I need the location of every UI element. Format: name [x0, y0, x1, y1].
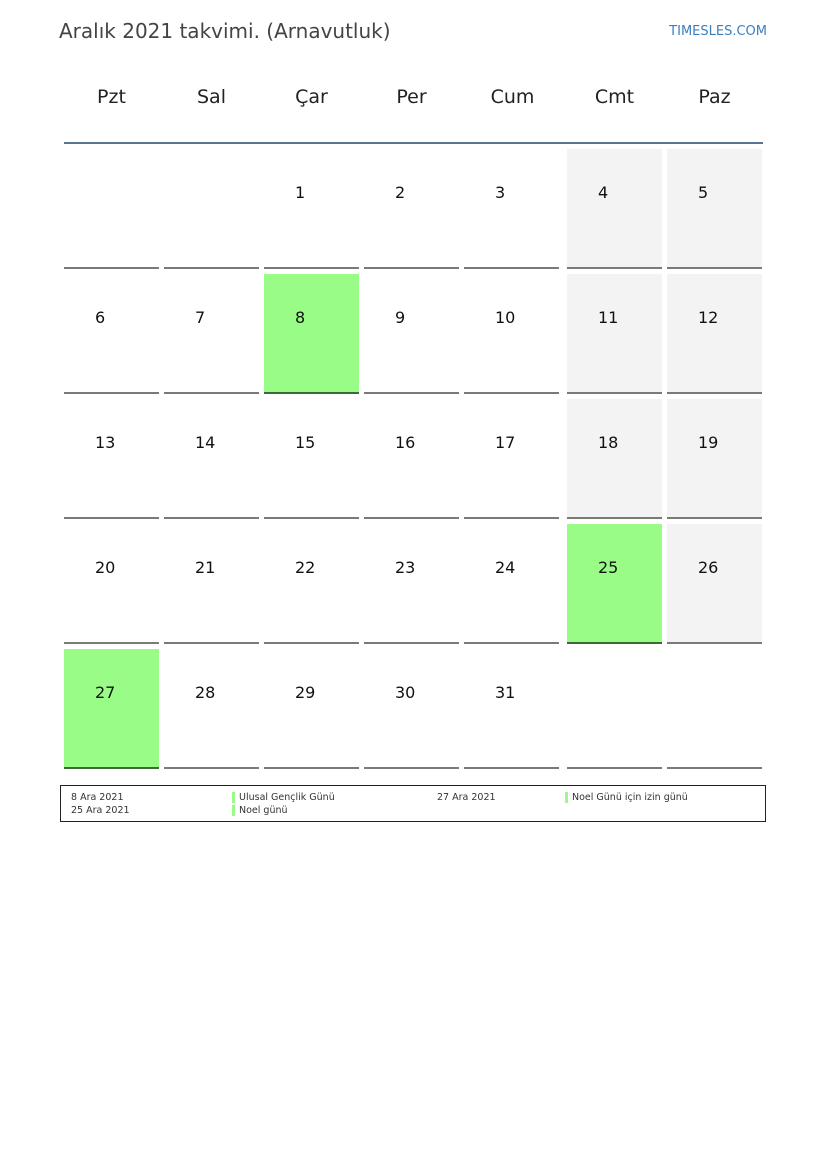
day-number: 13 — [95, 433, 116, 452]
holiday-date: 27 Ara 2021 — [437, 792, 496, 803]
day-number: 21 — [195, 558, 216, 577]
weekday-header — [64, 86, 763, 122]
day-number: 31 — [495, 683, 516, 702]
calendar-day[interactable] — [64, 399, 159, 519]
calendar-day[interactable] — [364, 649, 459, 769]
day-number: 9 — [395, 308, 406, 327]
calendar-day-empty — [667, 649, 762, 769]
day-number: 8 — [295, 308, 306, 327]
calendar-day[interactable] — [464, 149, 559, 269]
calendar-day-holiday[interactable] — [567, 524, 662, 644]
day-number: 26 — [698, 558, 719, 577]
calendar-day[interactable] — [567, 149, 662, 269]
day-number: 24 — [495, 558, 516, 577]
weekday-label: Sal — [197, 86, 226, 108]
calendar-day[interactable] — [264, 649, 359, 769]
calendar-day[interactable] — [464, 524, 559, 644]
day-number: 16 — [395, 433, 416, 452]
holiday-color-marker — [232, 805, 235, 816]
day-number: 10 — [495, 308, 516, 327]
day-number: 2 — [395, 183, 406, 202]
holiday-date: 25 Ara 2021 — [71, 805, 130, 816]
calendar-day[interactable] — [164, 274, 259, 394]
calendar-day[interactable] — [464, 399, 559, 519]
calendar-day[interactable] — [64, 524, 159, 644]
day-number: 14 — [195, 433, 216, 452]
day-number: 28 — [195, 683, 216, 702]
day-number: 5 — [698, 183, 709, 202]
day-number: 4 — [598, 183, 609, 202]
day-number: 1 — [295, 183, 306, 202]
calendar-day[interactable] — [567, 274, 662, 394]
holiday-color-marker — [232, 792, 235, 803]
day-number: 17 — [495, 433, 516, 452]
day-number: 15 — [295, 433, 316, 452]
weekday-label: Paz — [698, 86, 731, 108]
day-number: 19 — [698, 433, 719, 452]
day-number: 29 — [295, 683, 316, 702]
calendar-day[interactable] — [364, 274, 459, 394]
day-number: 22 — [295, 558, 316, 577]
calendar-day-empty — [64, 149, 159, 269]
header-divider — [64, 142, 763, 144]
holiday-name: Noel Günü için izin günü — [572, 792, 688, 803]
calendar-day[interactable] — [164, 399, 259, 519]
calendar-day[interactable] — [364, 399, 459, 519]
calendar-day[interactable] — [364, 149, 459, 269]
calendar-day[interactable] — [667, 274, 762, 394]
day-number: 18 — [598, 433, 619, 452]
calendar-day[interactable] — [364, 524, 459, 644]
calendar-day[interactable] — [264, 399, 359, 519]
day-number: 3 — [495, 183, 506, 202]
weekday-label: Cmt — [594, 86, 635, 108]
calendar-day[interactable] — [667, 399, 762, 519]
holiday-date: 8 Ara 2021 — [71, 792, 124, 803]
calendar-day[interactable] — [464, 274, 559, 394]
calendar-day[interactable] — [164, 649, 259, 769]
day-number: 7 — [195, 308, 206, 327]
calendar-day[interactable] — [567, 399, 662, 519]
calendar-day-empty — [567, 649, 662, 769]
day-number: 25 — [598, 558, 619, 577]
day-number: 11 — [598, 308, 619, 327]
calendar-day-holiday[interactable] — [264, 274, 359, 394]
calendar-day[interactable] — [667, 149, 762, 269]
holiday-legend — [60, 785, 766, 822]
calendar-day[interactable] — [264, 524, 359, 644]
weekday-label: Çar — [295, 86, 328, 108]
calendar-day[interactable] — [264, 149, 359, 269]
calendar-day[interactable] — [464, 649, 559, 769]
holiday-name: Ulusal Gençlik Günü — [239, 792, 335, 803]
holiday-color-marker — [565, 792, 568, 803]
day-number: 23 — [395, 558, 416, 577]
calendar-day-holiday[interactable] — [64, 649, 159, 769]
day-number: 27 — [95, 683, 116, 702]
brand-link[interactable]: TIMESLES.COM — [669, 24, 767, 39]
calendar-day-empty — [164, 149, 259, 269]
day-number: 6 — [95, 308, 106, 327]
day-number: 12 — [698, 308, 719, 327]
day-number: 20 — [95, 558, 116, 577]
weekday-label: Cum — [490, 86, 535, 108]
holiday-name: Noel günü — [239, 805, 288, 816]
weekday-label: Per — [396, 86, 427, 108]
day-number: 30 — [395, 683, 416, 702]
calendar-day[interactable] — [164, 524, 259, 644]
weekday-label: Pzt — [97, 86, 126, 108]
calendar-day[interactable] — [667, 524, 762, 644]
page-title: Aralık 2021 takvimi. (Arnavutluk) — [59, 19, 391, 43]
calendar-day[interactable] — [64, 274, 159, 394]
